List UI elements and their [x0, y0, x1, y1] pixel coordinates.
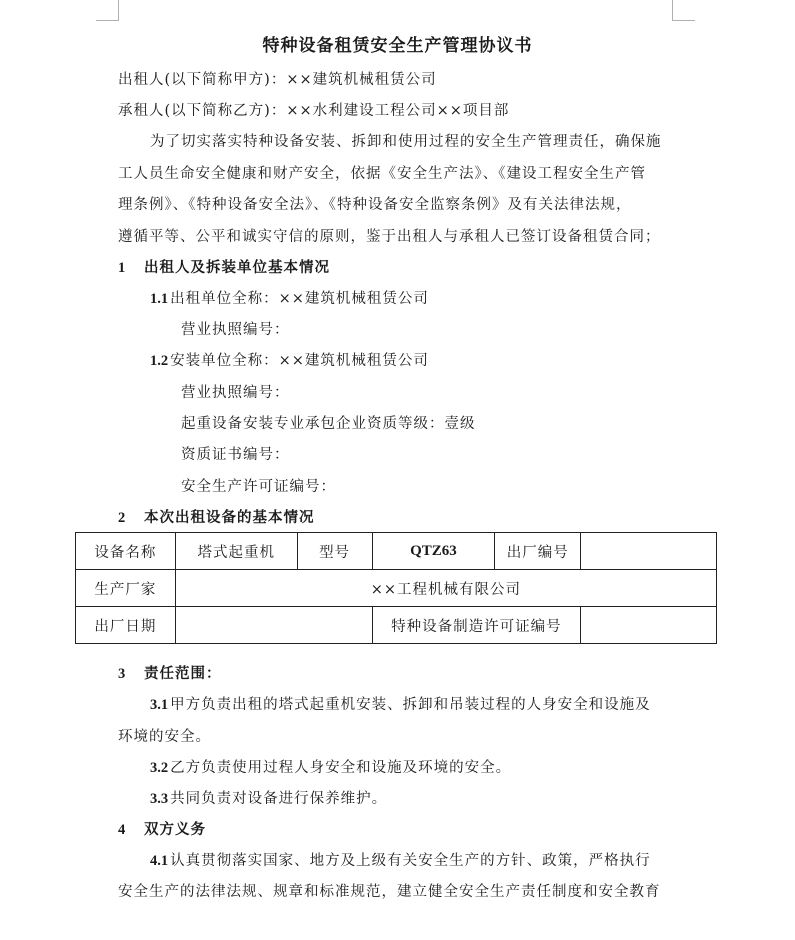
section-2-title: 本次出租设备的基本情况: [144, 509, 315, 526]
table-cell: [175, 607, 372, 644]
item-3-1-number: 3.1: [150, 697, 169, 713]
preamble-line-1: 为了切实落实特种设备安装、拆卸和使用过程的安全生产管理责任，确保施: [150, 134, 662, 150]
section-4-heading: [118, 818, 206, 839]
section-3-heading: [118, 662, 222, 683]
page-corner-mark-left: [96, 0, 119, 21]
table-cell: 出厂日期: [76, 607, 176, 644]
table-cell: 型号: [297, 533, 372, 570]
section-2-heading: [118, 506, 315, 527]
table-cell: [581, 533, 717, 570]
item-1-2-license: 营业执照编号：: [181, 385, 290, 401]
table-cell: 特种设备制造许可证编号: [372, 607, 581, 644]
section-1-heading: [118, 256, 330, 277]
item-3-2: [150, 756, 511, 777]
lessor-line: 出租人(以下简称甲方)：××建筑机械租赁公司: [118, 72, 437, 88]
preamble-line-3: 理条例》、《特种设备安全法》、《特种设备安全监察条例》及有关法律法规，: [118, 197, 632, 213]
item-3-3-text: 共同负责对设备进行保养维护。: [170, 791, 388, 807]
item-1-2-cert: 资质证书编号：: [181, 447, 290, 463]
section-4-number: 4: [118, 822, 126, 838]
item-1-1: [150, 287, 429, 308]
item-1-1-license: 营业执照编号：: [181, 322, 290, 338]
item-3-1: [150, 693, 651, 714]
item-1-1-text: 出租单位全称：××建筑机械租赁公司: [170, 291, 429, 307]
item-3-3-number: 3.3: [150, 791, 169, 807]
table-row: [76, 607, 717, 644]
section-4-title: 双方义务: [144, 821, 206, 838]
section-3-title: 责任范围：: [144, 665, 222, 682]
item-1-2-number: 1.2: [150, 353, 169, 369]
item-4-1-text: 认真贯彻落实国家、地方及上级有关安全生产的方针、政策，严格执行: [170, 853, 651, 869]
item-4-1: [150, 849, 651, 870]
page-corner-mark-right: [672, 0, 695, 21]
item-1-2: [150, 349, 429, 370]
table-row: [76, 570, 717, 607]
table-row: [76, 533, 717, 570]
preamble-line-2: 工人员生命安全健康和财产安全，依据《安全生产法》、《建设工程安全生产管: [118, 166, 646, 182]
item-3-2-text: 乙方负责使用过程人身安全和设施及环境的安全。: [170, 760, 512, 776]
section-1-title: 出租人及拆装单位基本情况: [144, 259, 330, 276]
lessee-line: 承租人(以下简称乙方)：××水利建设工程公司××项目部: [118, 103, 510, 119]
table-cell: 塔式起重机: [175, 533, 297, 570]
item-4-1-continuation: 安全生产的法律法规、规章和标准规范，建立健全安全生产责任制度和安全教育: [118, 884, 661, 900]
table-cell: [581, 607, 717, 644]
table-cell-model: QTZ63: [372, 533, 495, 570]
document-title: 特种设备租赁安全生产管理协议书: [262, 36, 533, 56]
section-2-number: 2: [118, 510, 126, 526]
item-3-1-continuation: 环境的安全。: [118, 729, 211, 745]
section-1-number: 1: [118, 260, 126, 276]
item-3-3: [150, 787, 387, 808]
item-1-2-grade: 起重设备安装专业承包企业资质等级：壹级: [181, 416, 476, 432]
item-4-1-number: 4.1: [150, 853, 169, 869]
equipment-table: [75, 532, 717, 644]
table-cell: 设备名称: [76, 533, 176, 570]
item-1-2-text: 安装单位全称：××建筑机械租赁公司: [170, 353, 429, 369]
item-3-1-text: 甲方负责出租的塔式起重机安装、拆卸和吊装过程的人身安全和设施及: [170, 697, 651, 713]
table-cell: 出厂编号: [495, 533, 581, 570]
item-1-2-safety-license: 安全生产许可证编号：: [181, 479, 336, 495]
section-3-number: 3: [118, 666, 126, 682]
preamble-line-4: 遵循平等、公平和诚实守信的原则，鉴于出租人与承租人已签订设备租赁合同；: [118, 229, 661, 245]
item-1-1-number: 1.1: [150, 291, 169, 307]
item-3-2-number: 3.2: [150, 760, 169, 776]
table-cell: 生产厂家: [76, 570, 176, 607]
table-cell-manufacturer: ××工程机械有限公司: [175, 570, 716, 607]
